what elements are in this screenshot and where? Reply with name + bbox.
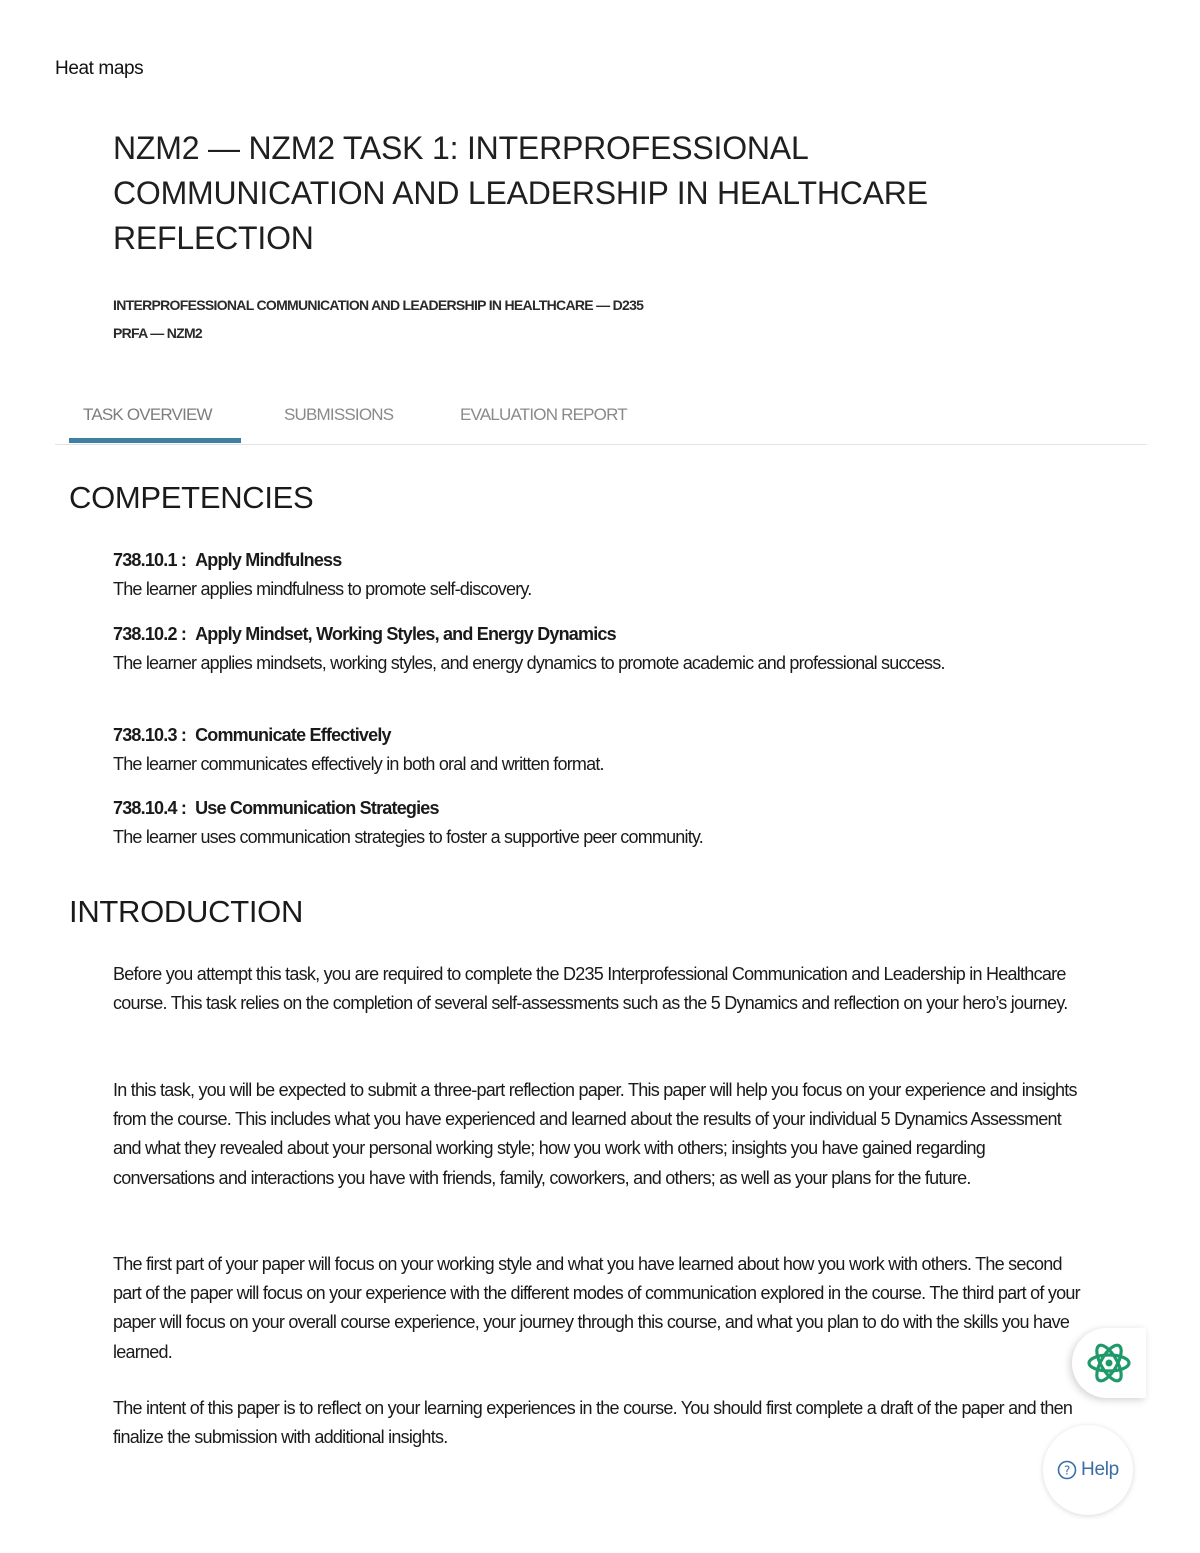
- intro-paragraph: Before you attempt this task, you are required to complete the D235 Interprofessional Communication and Leadership in Healthcare course. This task relies on the completion of several self-assessments such as the 5 Dynamics and reflection on your hero’s journey.: [113, 964, 1068, 1014]
- intro-paragraph: The first part of your paper will focus on your working style and what you have learned about how you work with others. The second part of the paper will focus on your experience with the different modes of communication explored in the course. The third part of your paper will focus on your overall course experience, your journey through this course, and what you plan to do with the skills you have learned.: [113, 1254, 1080, 1362]
- competency-item: [113, 721, 1073, 779]
- course-name: INTERPROFESSIONAL COMMUNICATION AND LEADERSHIP IN HEALTHCARE — D235: [113, 297, 644, 313]
- competency-description: The learner applies mindsets, working styles, and energy dynamics to promote academic and professional success.: [113, 653, 945, 673]
- competency-title: [113, 794, 1073, 823]
- competencies-heading: COMPETENCIES: [69, 480, 314, 515]
- active-tab-indicator: [69, 438, 241, 443]
- competency-name: Use Communication Strategies: [195, 798, 439, 818]
- competency-title: [113, 546, 1073, 575]
- competency-name: Communicate Effectively: [195, 725, 391, 745]
- competency-code: 738.10.4 :: [113, 798, 187, 818]
- assessment-code: PRFA — NZM2: [113, 325, 203, 341]
- page-label: Heat maps: [55, 58, 144, 79]
- competency-description: The learner uses communication strategies to foster a supportive peer community.: [113, 827, 703, 847]
- competency-item: [113, 620, 1073, 678]
- svg-text:?: ?: [1064, 1463, 1071, 1478]
- assistant-launcher-button[interactable]: [1072, 1328, 1146, 1398]
- tab-evaluation-report[interactable]: EVALUATION REPORT: [460, 405, 627, 424]
- task-tabs: [55, 398, 1147, 445]
- tab-submissions[interactable]: SUBMISSIONS: [284, 405, 394, 424]
- competency-item: [113, 546, 1073, 604]
- competency-name: Apply Mindfulness: [195, 550, 342, 570]
- competency-code: 738.10.3 :: [113, 725, 187, 745]
- competency-title: [113, 721, 1073, 750]
- tab-task-overview[interactable]: TASK OVERVIEW: [83, 405, 212, 424]
- help-label: Help: [1081, 1459, 1119, 1480]
- help-content: [1057, 1459, 1119, 1481]
- atom-logo-icon: [1084, 1338, 1134, 1388]
- competency-code: 738.10.1 :: [113, 550, 187, 570]
- competency-name: Apply Mindset, Working Styles, and Energy Dynamics: [195, 624, 616, 644]
- competency-code: 738.10.2 :: [113, 624, 187, 644]
- task-title: NZM2 — NZM2 TASK 1: INTERPROFESSIONAL COMMUNICATION AND LEADERSHIP IN HEALTHCARE REFLECTION: [113, 130, 928, 256]
- course-info: [113, 291, 643, 347]
- question-circle-icon: [1057, 1460, 1077, 1480]
- competency-description: The learner applies mindfulness to promote self-discovery.: [113, 579, 532, 599]
- competency-item: [113, 794, 1073, 852]
- intro-paragraph: The intent of this paper is to reflect on your learning experiences in the course. You should first complete a draft of the paper and then finalize the submission with additional insights.: [113, 1398, 1073, 1448]
- competency-description: The learner communicates effectively in both oral and written format.: [113, 754, 604, 774]
- competency-title: [113, 620, 1073, 649]
- introduction-heading: INTRODUCTION: [69, 894, 304, 929]
- intro-paragraph: In this task, you will be expected to submit a three-part reflection paper. This paper will help you focus on your experience and insights from the course. This includes what you have experienced and learned about the results of your individual 5 Dynamics Assessment and what they revealed about your personal working style; how you work with others; insights you have gained regarding conversations and interactions you have with friends, family, coworkers, and others; as well as your plans for the future.: [113, 1080, 1077, 1188]
- help-button[interactable]: [1043, 1425, 1133, 1515]
